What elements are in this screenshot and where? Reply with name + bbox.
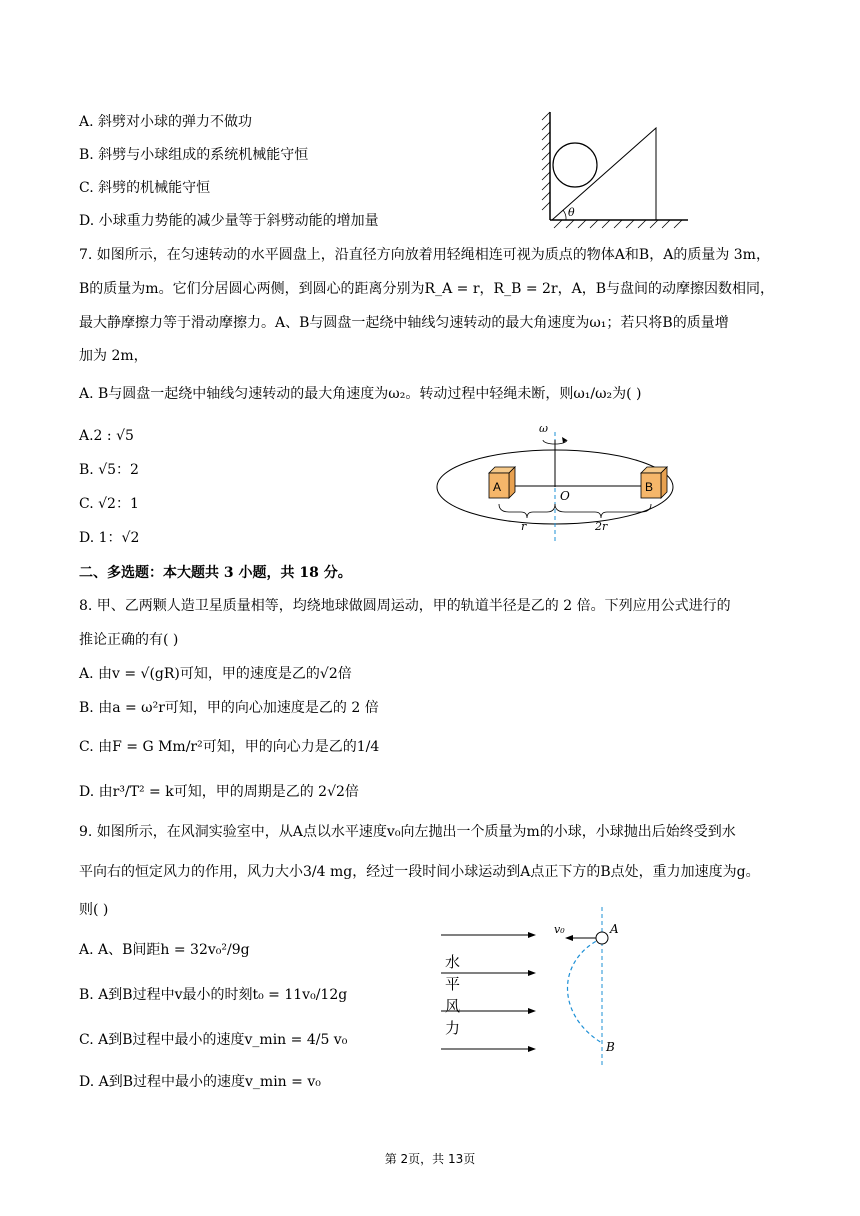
- q6-option-d: D. 小球重力势能的减少量等于斜劈动能的增加量: [79, 213, 379, 229]
- q7-option-b: B. √5：2: [79, 462, 139, 478]
- q9-option-a: A. A、B间距h = 32v₀²/9g: [79, 942, 250, 958]
- center-o-label: O: [560, 489, 570, 503]
- q9-stem-line3: 则( ): [79, 902, 109, 918]
- section-multiple-choice-heading: 二、多选题：本大题共 3 小题，共 18 分。: [79, 565, 352, 581]
- q9-stem-line1: 9. 如图所示，在风洞实验室中，从A点以水平速度v₀向左抛出一个质量为m的小球，小球抛出后始终受到水: [79, 824, 736, 840]
- point-b-label: B: [606, 1040, 615, 1054]
- q7-stem-line2: B的质量为m。它们分居圆心两侧，到圆心的距离分别为R_A = r，R_B = 2r，A，B与盘间的动摩擦因数相同，: [79, 281, 774, 297]
- q6-option-b: B. 斜劈与小球组成的系统机械能守恒: [79, 147, 309, 163]
- angle-theta-label: θ: [568, 206, 575, 219]
- q7-option-a: A.2 : √5: [79, 428, 134, 444]
- q8-option-b: B. 由a = ω²r可知，甲的向心加速度是乙的 2 倍: [79, 700, 379, 716]
- q9-stem-line2: 平向右的恒定风力的作用，风力大小3/4 mg，经过一段时间小球运动到A点正下方的B点处，重力加速度为g。: [79, 864, 760, 880]
- wind-label-char4: 力: [445, 1019, 461, 1037]
- q8-option-d: D. 由r³/T² = k可知，甲的周期是乙的 2√2倍: [79, 784, 359, 800]
- q7-option-d: D. 1：√2: [79, 530, 140, 546]
- q6-option-c: C. 斜劈的机械能守恒: [79, 180, 211, 196]
- q6-wedge-figure: [540, 110, 690, 230]
- q9-wind-figure: [436, 905, 636, 1070]
- q7-stem-line1: 7. 如图所示，在匀速转动的水平圆盘上，沿直径方向放着用轻绳相连可视为质点的物体A和B，A的质量为 3m，: [79, 247, 770, 263]
- q8-stem-line2: 推论正确的有( ): [79, 632, 179, 648]
- box-a-label: A: [493, 480, 502, 494]
- omega-label: ω: [539, 422, 548, 435]
- q9-option-b: B. A到B过程中v最小的时刻t₀ = 11v₀/12g: [79, 987, 348, 1003]
- point-a-label: A: [610, 922, 619, 936]
- q8-stem-line1: 8. 甲、乙两颗人造卫星质量相等，均绕地球做圆周运动，甲的轨道半径是乙的 2 倍。下列应用公式进行的: [79, 598, 731, 614]
- q9-option-d: D. A到B过程中最小的速度v_min = v₀: [79, 1074, 321, 1090]
- box-b-label: B: [645, 480, 654, 494]
- distance-2r-label: 2r: [595, 520, 608, 533]
- q9-option-c: C. A到B过程中最小的速度v_min = 4/5 v₀: [79, 1032, 348, 1048]
- q8-option-c: C. 由F = G Mm/r²可知，甲的向心力是乙的1/4: [79, 739, 380, 755]
- q7-stem-line3: 最大静摩擦力等于滑动摩擦力。A、B与圆盘一起绕中轴线匀速转动的最大角速度为ω₁；若只将B的质量增: [79, 315, 729, 331]
- wind-label-char1: 水: [445, 953, 461, 971]
- q7-stem-line5: A. B与圆盘一起绕中轴线匀速转动的最大角速度为ω₂。转动过程中轻绳未断，则ω₁/ω₂为( ): [79, 386, 642, 402]
- wind-label-char3: 风: [445, 997, 461, 1015]
- q8-option-a: A. 由v = √(gR)可知，甲的速度是乙的√2倍: [79, 666, 352, 682]
- q7-disk-figure: [435, 420, 680, 545]
- page-number-footer: 第 2页，共 13页: [384, 1152, 476, 1166]
- distance-r-label: r: [521, 520, 527, 533]
- q7-stem-line4: 加为 2m，: [79, 348, 148, 364]
- wind-force-label: [445, 953, 465, 1037]
- q6-option-a: A. 斜劈对小球的弹力不做功: [79, 114, 253, 130]
- q7-option-c: C. √2：1: [79, 496, 139, 512]
- v0-label: v₀: [554, 923, 565, 936]
- wind-label-char2: 平: [445, 975, 461, 993]
